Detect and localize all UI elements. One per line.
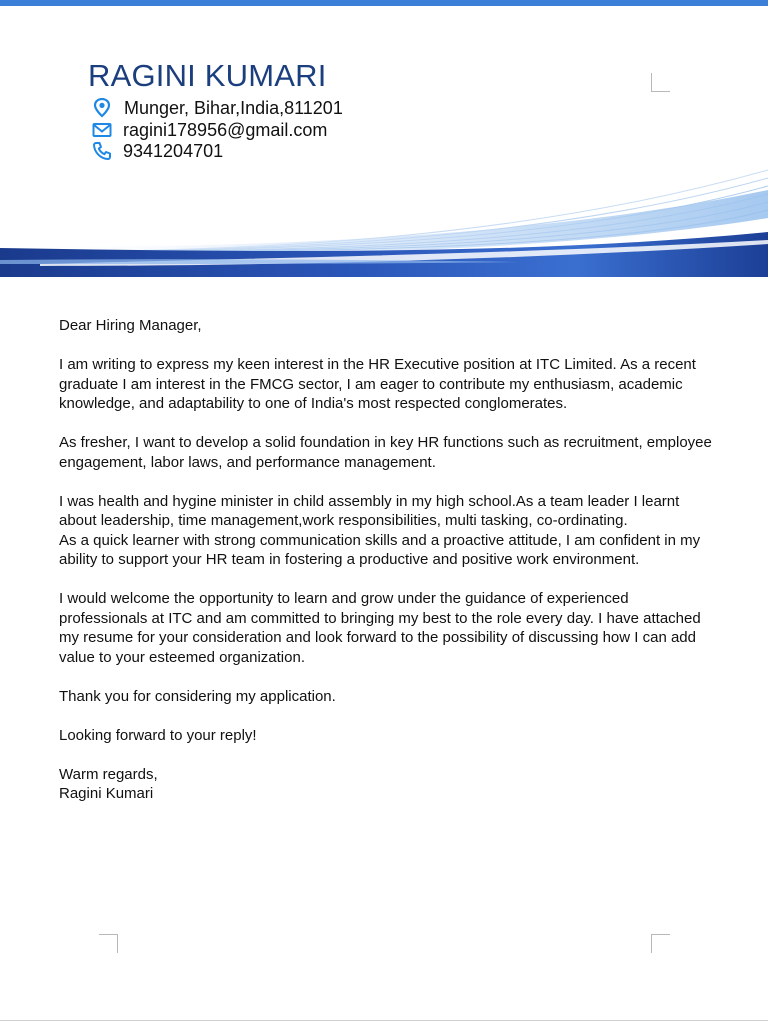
page-bottom-edge [0, 1020, 768, 1021]
applicant-name: RAGINI KUMARI [88, 58, 327, 93]
email-text[interactable]: ragini178956@gmail.com [123, 120, 328, 140]
location-text: Munger, Bihar,India,811201 [124, 98, 343, 118]
paragraph-goals: As fresher, I want to develop a solid foundation in key HR functions such as recruitment, employee engagement, labor laws, and performance management. [59, 434, 712, 471]
corner-mark-bottom-right [651, 934, 670, 953]
paragraph-experience: I was health and hygine minister in child assembly in my high school.As a team leader I learnt about leadership, time management,work responsibilities, multi tasking, co-ordinating. [59, 492, 680, 529]
top-accent-strip [0, 0, 768, 6]
envelope-icon [91, 119, 113, 141]
header-wave-decoration [0, 160, 768, 280]
salutation: Dear Hiring Manager, [59, 317, 202, 334]
closing-line: Looking forward to your reply! [59, 726, 257, 744]
location-pin-icon [91, 97, 113, 119]
contact-email [91, 119, 327, 141]
paragraph-closing: I would welcome the opportunity to learn and grow under the guidance of experienced professionals at ITC and am committed to bringing my best to the role every day. I have attached my resume for your consideration and look forward to the possibility of discussing how I can add value to your esteemed organization. [59, 590, 701, 666]
corner-mark-top-right [651, 73, 670, 92]
phone-icon [91, 140, 113, 162]
paragraph-intro: I am writing to express my keen interest in the HR Executive position at ITC Limited. As a recent graduate I am interest in the FMCG sector, I am eager to contribute my enthusiasm, academic knowledge, and adaptability to one of India's most respected conglomerates. [59, 356, 696, 412]
phone-text[interactable]: 9341204701 [123, 141, 224, 161]
corner-mark-bottom-left [99, 934, 118, 953]
paragraph-skills: As a quick learner with strong communication skills and a proactive attitude, I am confident in my ability to support your HR team in fostering a productive and positive work environment. [59, 531, 701, 568]
thanks-line: Thank you for considering my application. [59, 687, 336, 705]
contact-phone [91, 140, 223, 162]
signoff: Warm regards, [59, 765, 158, 783]
contact-location [91, 97, 343, 119]
signature-name: Ragini Kumari [59, 785, 154, 802]
cover-letter-body [59, 316, 719, 804]
